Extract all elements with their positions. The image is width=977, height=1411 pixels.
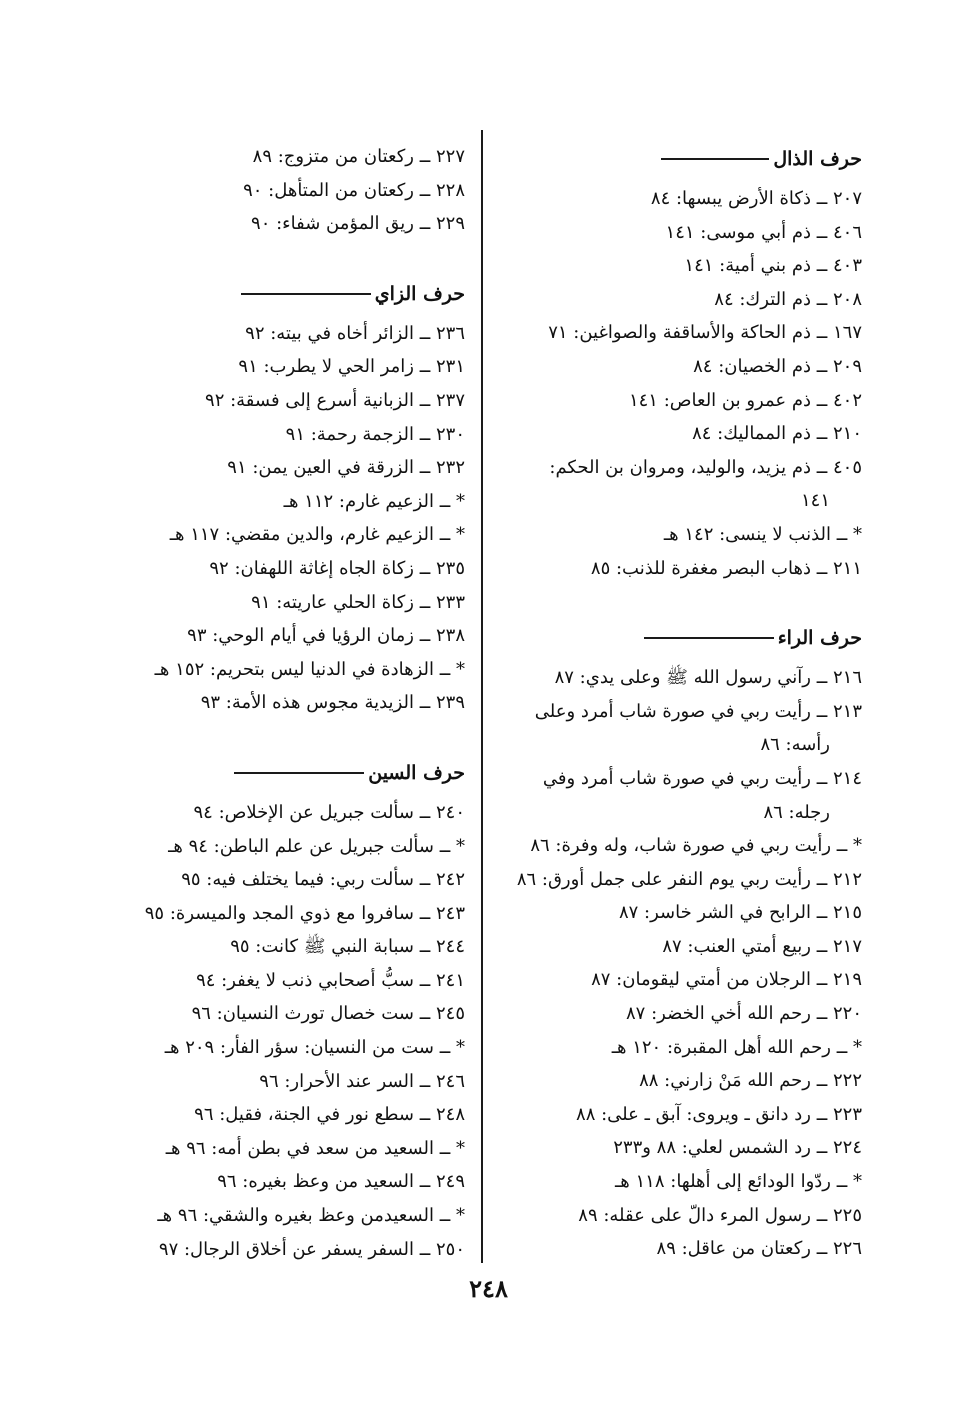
index-entry: ٢٤٩ ــ السعيد من وعظ بغيره: ٩٦ (217, 1171, 465, 1193)
section-gap (105, 720, 465, 754)
index-entry: ٤٠٥ ــ ذم يزيد، والوليد، ومروان بن الحكم: (549, 456, 862, 478)
index-entry: * ــ ردّوا الودائع إلى أهلها: ١١٨ هـ (615, 1171, 862, 1193)
index-entry: ٢٣٠ ــ الزجمة رحمة: ٩١ (285, 423, 465, 445)
index-entry: ٢١٢ ــ رأيت ربي يوم النفر على جمل أورق: ٨٦ (516, 868, 862, 890)
index-entry: ٢٢٣ ــ رد دانق ـ ويروى: آبق ـ على: ٨٨ (576, 1103, 862, 1125)
heading-rule (234, 772, 364, 774)
index-entry: ٢١٧ ــ ربيع أمتي العنب: ٨٧ (662, 935, 862, 957)
index-entry: * ــ الزعيم غارم، والدين مقضي: ١١٧ هـ (169, 524, 465, 546)
index-entry: * ــ رحم الله أهل المقبرة: ١٢٠ هـ (611, 1036, 862, 1058)
index-entry: ٢٢٤ ــ رد الشمس لعلي: ٨٨ و٢٣٣ (613, 1137, 862, 1159)
heading-dhal-text: حرف الذال (773, 148, 862, 170)
index-entry: ٢٣٦ ــ الزائر أخاه في بيته: ٩٢ (245, 322, 465, 344)
index-entry: ٢٢٥ ــ رسول المرء دالّ على عقله: ٨٩ (578, 1204, 862, 1226)
index-entry: ٢٤٢ ــ سألت ربي: فيما يختلف فيه: ٩٥ (181, 869, 465, 891)
index-entry: ٢١٦ ــ رآني رسول الله ﷺ وعلى يدي: ٨٧ (554, 667, 862, 689)
heading-ra-text: حرف الراء (777, 627, 862, 650)
index-entry: ٢٣٢ ــ الزرقة في العين يمن: ٩١ (227, 457, 465, 479)
index-entry: ٢٥٠ ــ السفر يسفر عن أخلاق الرجال: ٩٧ (158, 1238, 465, 1260)
right-column (492, 140, 862, 1266)
heading-rule (644, 637, 774, 639)
index-entry: ٢٠٩ ــ ذم الخصيان: ٨٤ (693, 355, 862, 377)
index-entry: ٤٠٦ ــ ذم أبي موسى: ١٤١ (665, 221, 862, 243)
index-entry: ٢٤٠ ــ سألت جبريل عن الإخلاص: ٩٤ (193, 801, 465, 823)
index-entry: * ــ السعيد من سعد في بطن أمه: ٩٦ هـ (165, 1137, 465, 1159)
index-entry: ٢٣٥ ــ زكاة الجاه إغاثة اللهفان: ٩٢ (209, 557, 465, 579)
index-entry: ٢١٥ ــ الرابح في الشر خاسر: ٨٧ (618, 902, 862, 924)
index-entry: * ــ الزهادة في الدنيا ليس بتحريم: ١٥٢ هـ (154, 658, 465, 680)
section-heading-dhal (492, 142, 862, 176)
index-entry: ٢٤٤ ــ سبابة النبي ﷺ كانت: ٩٥ (230, 936, 465, 958)
left-column (105, 140, 465, 1266)
index-entry: * ــ سألت جبريل عن علم الباطن: ٩٤ هـ (168, 835, 465, 857)
section-heading-sin (105, 756, 465, 790)
index-entry: ٢٠٧ ــ ذكاة الأرض يبسها: ٨٤ (650, 188, 862, 209)
index-entry: ٤٠٢ ــ ذم عمرو بن العاص: ١٤١ (628, 389, 862, 411)
index-entry: ٢١٩ ــ الرجلان من أمتي ليقومان: ٨٧ (591, 969, 862, 991)
index-entry: * ــ الزعيم غارم: ١١٢ هـ (283, 490, 465, 512)
index-entry: ٢١٤ ــ رأيت ربي في صورة شاب أمرد وفي (542, 767, 862, 789)
index-entry: ١٦٧ ــ ذم الحاكة والأساقفة والصواغين: ٧١ (548, 322, 862, 344)
index-entry: ٢٣٩ ــ الزيدية مجوس هذه الأمة: ٩٣ (200, 692, 465, 714)
index-entry: ٢١٠ ــ ذم المماليك: ٨٤ (692, 423, 862, 445)
index-entry: ٤٠٣ ــ ذم بني أمية: ١٤١ (684, 255, 862, 277)
index-entry: ٢٤٦ ــ السر عند الأحرار: ٩٦ (259, 1070, 465, 1092)
column-divider (481, 130, 483, 1263)
index-entry: ٢٢٢ ــ رحم الله مَنْ زارني: ٨٨ (639, 1070, 862, 1092)
heading-rule (661, 158, 769, 160)
heading-zay-text: حرف الزاي (374, 282, 465, 305)
index-entry: ٢١٣ ــ رأيت ربي في صورة شاب أمرد وعلى (534, 700, 862, 722)
index-entry: * ــ ست من النسيان: سؤر الفأر: ٢٠٩ هـ (164, 1037, 465, 1059)
index-entry: ٢٠٨ ــ ذم الترك: ٨٤ (714, 288, 862, 310)
section-gap (105, 241, 465, 275)
index-entry: ٢٢٠ ــ رحم الله أخي الخضر: ٨٧ (626, 1003, 862, 1025)
page-number: ٢٤٨ (469, 1274, 508, 1303)
index-entry-continuation: رجله: ٨٦ (763, 801, 830, 823)
index-entry: ٢٣٣ ــ زكاة الحلي عاريته: ٩١ (251, 591, 465, 613)
index-entry: ٢٤٨ ــ سطع نور في الجنة، فقيل: ٩٦ (194, 1104, 465, 1126)
index-entry: * ــ السعيدمن وعظ بغيره والشقي: ٩٦ هـ (157, 1205, 465, 1227)
index-entry: ٢٢٨ ــ ركعتان من المتأهل: ٩٠ (243, 179, 465, 201)
index-entry: ٢٤٥ ــ ست خصال تورث النسيان: ٩٦ (191, 1003, 465, 1025)
index-entry: ٢٢٧ ــ ركعتان من متزوج: ٨٩ (252, 146, 465, 167)
index-entry: ٢٣٨ ــ زمان الرؤيا في أيام الوحي: ٩٣ (187, 625, 465, 647)
index-entry: ٢١١ ــ ذهاب البصر مغفرة للذنب: ٨٥ (590, 557, 862, 579)
heading-sin-text: حرف السين (368, 761, 465, 784)
section-gap (492, 585, 862, 619)
index-entry: ٢٣٧ ــ الزبانية أسرع إلى فسقة: ٩٢ (205, 389, 465, 411)
heading-rule (241, 293, 371, 295)
index-entry: ٢٢٦ ــ ركعتان من عاقل: ٨٩ (656, 1238, 862, 1260)
index-entry: * ــ رأيت ربي في صورة شاب، وله وفرة: ٨٦ (530, 835, 862, 857)
index-entry-continuation: رأسه: ٨٦ (760, 734, 830, 756)
index-entry: ٢٤١ ــ سبُّ أصحابي ذنب لا يغفر: ٩٤ (196, 969, 465, 991)
index-entry: ٢٤٣ ــ سافروا مع ذوي المجد والميسرة: ٩٥ (144, 902, 465, 924)
index-entry: ٢٢٩ ــ ريق المؤمن شفاء: ٩٠ (251, 213, 465, 235)
index-entry-continuation: ١٤١ (800, 490, 830, 512)
section-heading-zay (105, 277, 465, 311)
section-heading-ra (492, 621, 862, 655)
index-entry: ٢٣١ ــ زامر الحي لا يطرب: ٩١ (238, 356, 465, 378)
index-entry: * ــ الذنب لا ينسى: ١٤٢ هـ (663, 523, 862, 545)
